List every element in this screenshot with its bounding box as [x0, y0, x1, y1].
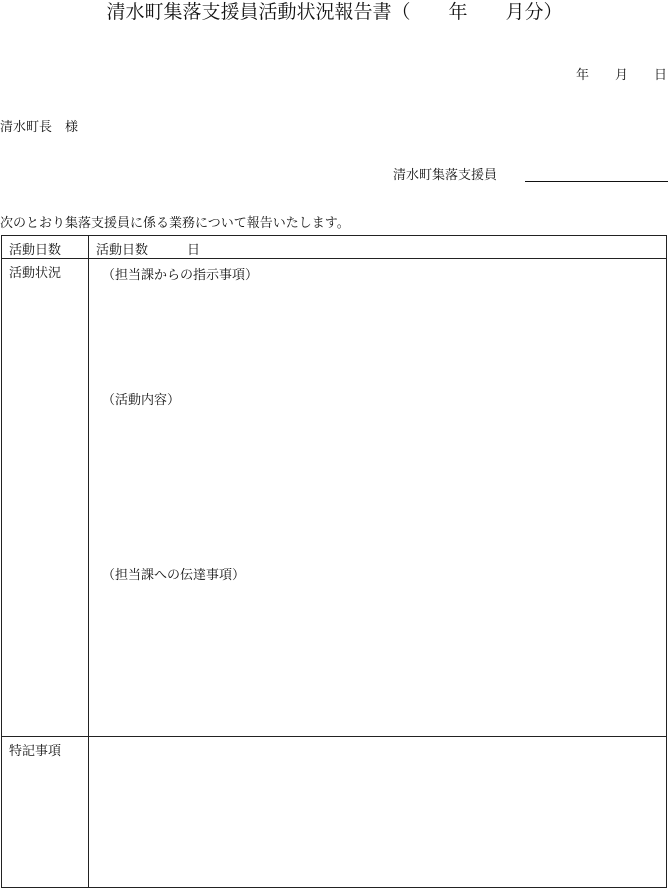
section-instructions-heading: （担当課からの指示事項）: [102, 268, 259, 283]
reporter-label: 清水町集落支援員: [393, 168, 498, 183]
date-line: 年 月 日: [575, 68, 667, 83]
activity-status-label: 活動状況: [2, 259, 89, 737]
addressee: 清水町長 様: [0, 120, 79, 135]
activity-days-value: 活動日数 日: [96, 243, 201, 258]
special-notes-cell[interactable]: [89, 737, 667, 888]
section-report-to-department-heading: （担当課への伝達事項）: [102, 568, 246, 583]
activity-status-cell[interactable]: [89, 259, 667, 737]
table-row-activity-status: [2, 259, 667, 737]
reporter-signature-line[interactable]: [525, 181, 668, 182]
activity-days-cell[interactable]: [89, 236, 667, 259]
table-row-activity-days: [2, 236, 667, 259]
section-activity-content-heading: （活動内容）: [102, 393, 181, 408]
intro-text: 次のとおり集落支援員に係る業務について報告いたします。: [0, 216, 350, 231]
activity-days-label: 活動日数: [2, 236, 89, 259]
table-row-special-notes: [2, 737, 667, 888]
document-title: 清水町集落支援員活動状況報告書（ 年 月分）: [106, 1, 563, 23]
special-notes-label: 特記事項: [2, 737, 89, 888]
report-table: [1, 235, 667, 888]
